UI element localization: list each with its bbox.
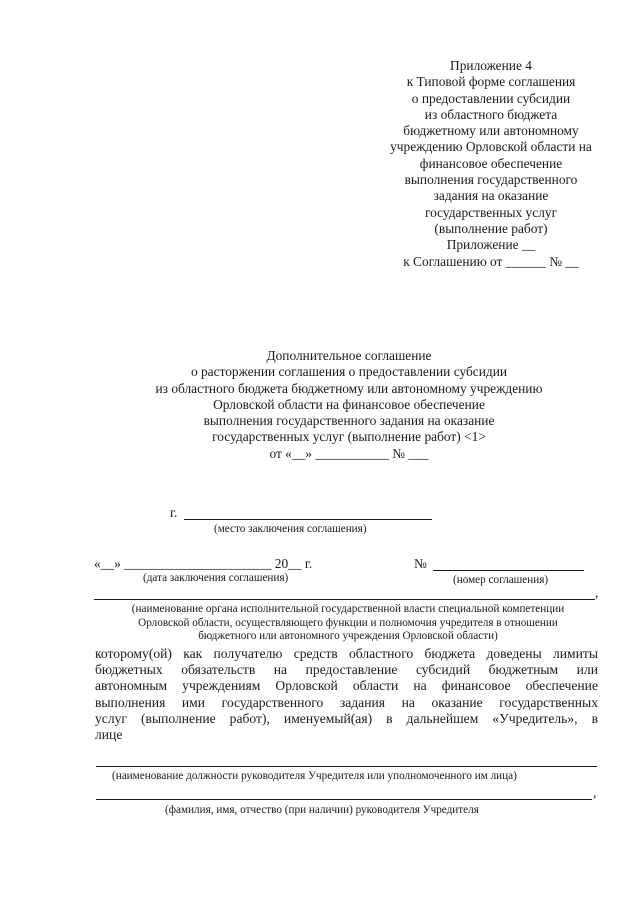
appendix-line: к Соглашению от ______ № __ — [403, 253, 579, 269]
date-field[interactable]: «__» ______________________ 20__ г. — [94, 556, 313, 571]
fio-comma: , — [593, 785, 597, 800]
date-caption: (дата заключения соглашения) — [143, 572, 289, 584]
founder-comma: , — [595, 585, 599, 600]
appendix-header — [360, 58, 622, 270]
appendix-line: к Типовой форме соглашения — [406, 74, 576, 90]
title-line: от «__» ___________ № ___ — [269, 445, 429, 461]
place-caption: (место заключения соглашения) — [214, 523, 367, 535]
founder-caption-line: бюджетного или автономного учреждения Орловской области) — [198, 630, 498, 642]
position-field-line[interactable] — [96, 766, 597, 767]
body-line: которому(ой) как получателю средств областного бюджета доведены лимиты — [95, 646, 598, 661]
founder-field-line[interactable] — [94, 599, 595, 600]
body-line: лице — [95, 727, 123, 743]
number-caption: (номер соглашения) — [453, 574, 549, 586]
appendix-line: о предоставлении субсидии — [411, 90, 571, 106]
place-prefix: г. — [170, 505, 178, 520]
body-line: выполнения ими государственного задания на оказание государственных — [95, 694, 598, 710]
title-line: о расторжении соглашения о предоставлении субсидии — [190, 364, 508, 380]
fio-caption: (фамилия, имя, отчество (при наличии) руководителя Учредителя — [165, 804, 479, 816]
number-prefix: № — [414, 556, 427, 571]
place-field-line[interactable] — [184, 519, 432, 520]
title-line: государственных услуг (выполнение работ) <1> — [212, 429, 486, 445]
body-line: автономным учреждениям Орловской области на финансовое обеспечение — [95, 678, 598, 694]
founder-caption-line: Орловской области, осуществляющего функции и полномочия учредителя в отношении — [138, 616, 558, 629]
appendix-line: (выполнение работ) — [434, 220, 548, 236]
appendix-line: государственных услуг — [424, 204, 558, 220]
number-field-line[interactable] — [433, 570, 584, 571]
title-line: Орловской области на финансовое обеспечение — [213, 396, 485, 412]
appendix-line: финансовое обеспечение — [419, 155, 563, 171]
position-caption: (наименование должности руководителя Учредителя или уполномоченного им лица) — [112, 770, 517, 782]
title-line: Дополнительное соглашение — [266, 348, 432, 363]
document-title — [110, 348, 588, 462]
appendix-line: учреждению Орловской области на — [390, 139, 592, 155]
appendix-line: задания на оказание — [433, 188, 549, 204]
body-line: бюджетных обязательств на предоставление субсидий бюджетным или — [95, 662, 598, 678]
appendix-line: Приложение 4 — [450, 58, 532, 73]
title-line: выполнения государственного задания на оказание — [203, 413, 495, 429]
title-line: из областного бюджета бюджетному или автономному учреждению — [155, 380, 543, 396]
appendix-line: бюджетному или автономному — [403, 123, 579, 139]
appendix-line: Приложение __ — [446, 237, 536, 253]
appendix-line: выполнения государственного — [404, 172, 578, 188]
founder-caption — [94, 603, 602, 644]
founder-caption-line: (наименование органа исполнительной государственной власти специальной компетенции — [131, 603, 565, 615]
fio-field-line[interactable] — [96, 799, 592, 800]
appendix-line: из областного бюджета — [424, 106, 558, 122]
body-paragraph — [95, 646, 598, 743]
body-line: услуг (выполнение работ), именуемый(ая) в дальнейшем «Учредитель», в — [95, 710, 598, 726]
